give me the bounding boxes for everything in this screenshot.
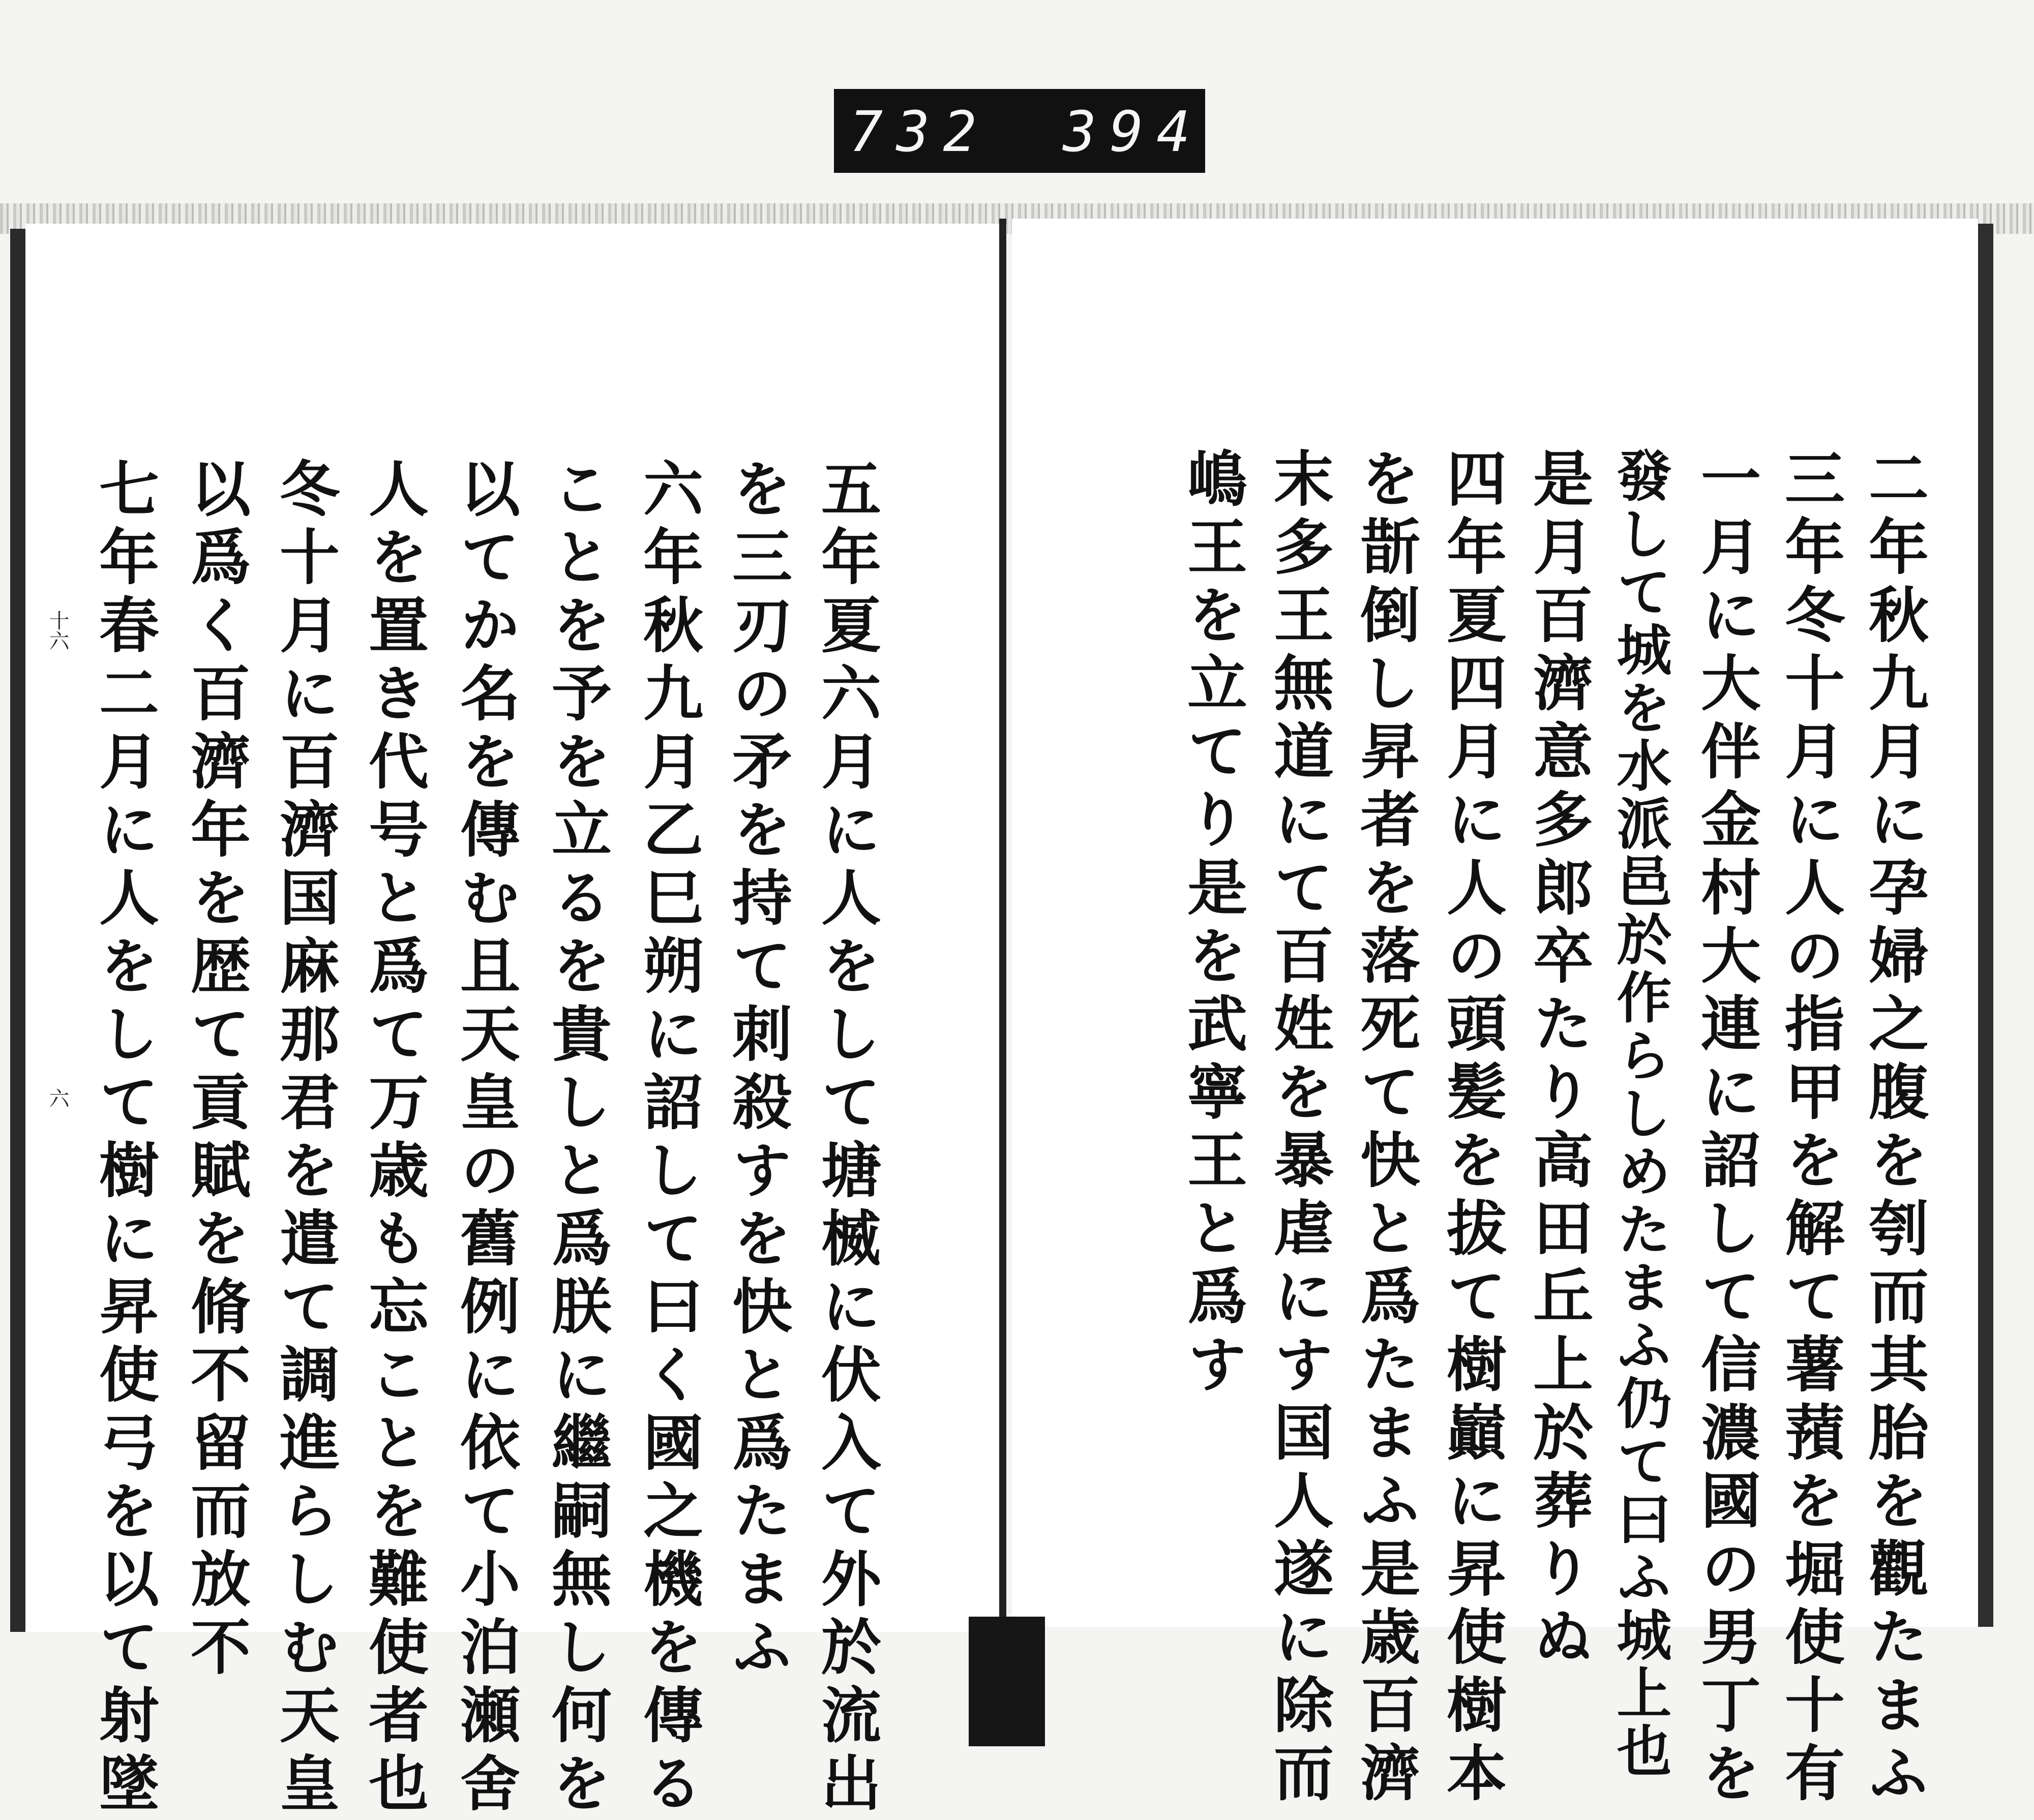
text-column: 二年秋九月に孕婦之腹を刳而其胎を觀たまふ <box>1859 447 1929 1810</box>
folio-mark: 六 <box>46 1088 69 1108</box>
text-column: 五年夏六月に人をして塘楲に伏入て外於流出 <box>811 458 882 1820</box>
text-column: 七年春二月に人をして樹に昇使弓を以て射墜 <box>89 458 160 1820</box>
text-column: 四年夏四月に人の頭髪を拔て樹巓に昇使樹本 <box>1437 447 1507 1810</box>
catalog-number-left: 732 <box>849 99 990 164</box>
text-column: 發して城を水派邑於作らしめたまふ仍て曰ふ城上也 <box>1607 447 1671 1780</box>
book-spine <box>999 219 1006 1637</box>
text-column: 以爲く百濟年を歴て貢賦を脩不留而放不 <box>181 458 251 1684</box>
folio-mark: 十六 <box>46 610 69 651</box>
text-column: 以てか名を傳む且天皇の舊例に依て小泊瀬舍 <box>450 458 521 1820</box>
text-column: 一月に大伴金村大連に詔して信濃國の男丁を <box>1691 447 1761 1810</box>
text-column: 嶋王を立てり是を武寧王と爲す <box>1177 447 1248 1401</box>
text-column: 末多王無道にて百姓を暴虐にす国人遂に除而 <box>1264 447 1334 1810</box>
spine-shadow <box>969 1617 1045 1746</box>
text-column: を斮倒し昇者を落死て快と爲たまふ是歳百濟 <box>1350 447 1421 1810</box>
text-column: 人を置き代号と爲て万歳も忘ことを難使者也 <box>358 458 429 1820</box>
text-column: ことを予を立るを貴しと爲朕に繼嗣無し何を <box>542 458 612 1820</box>
text-column: を三刃の矛を持て刺殺すを快と爲たまふ <box>722 458 793 1684</box>
text-column: 六年秋九月乙巳朔に詔して曰く國之機を傳る <box>633 458 704 1820</box>
catalog-number-right: 394 <box>1063 99 1204 164</box>
text-column: 是月百濟意多郎卒たり高田丘上於葬りぬ <box>1523 447 1594 1674</box>
text-column: 三年冬十月に人の指甲を解て薯蕷を堀使十有 <box>1775 447 1845 1810</box>
catalog-label <box>834 89 1205 173</box>
text-column: 冬十月に百濟国麻那君を遣て調進らしむ天皇 <box>270 458 340 1820</box>
